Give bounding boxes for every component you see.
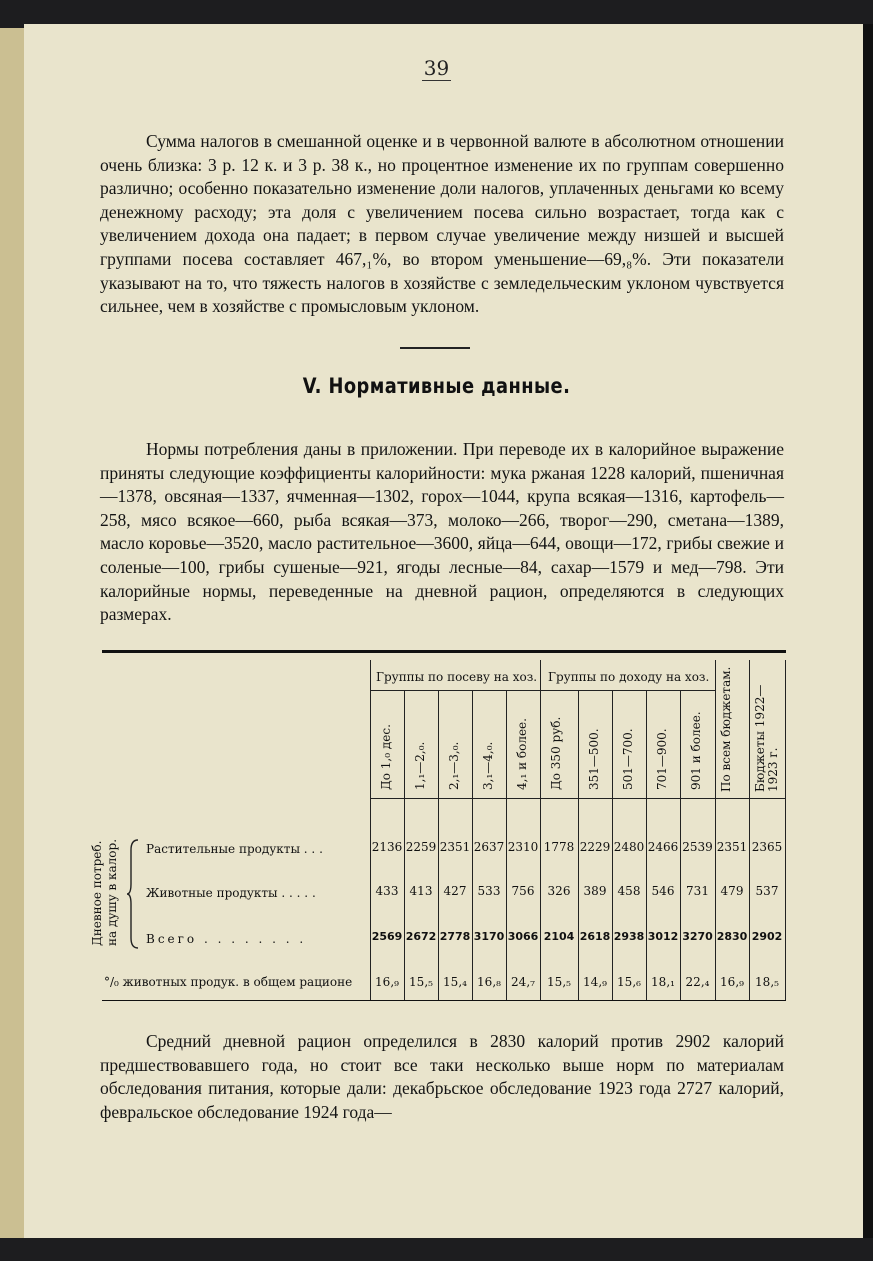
table-cell: 15,₆ [617, 975, 641, 989]
table-cell: 2466 [647, 840, 679, 854]
group-header-rule [370, 690, 715, 691]
table-cell: 15,₄ [443, 975, 467, 989]
table-bottom-rule [102, 1000, 786, 1001]
table-cell: 413 [409, 884, 433, 898]
page-edge [0, 28, 26, 1238]
table-cell: 3066 [507, 930, 539, 943]
table-cell: 2480 [613, 840, 645, 854]
table-cell: 2229 [579, 840, 611, 854]
table-top-rule [102, 650, 786, 653]
table-column-divider [540, 660, 541, 1000]
group-header-income: Группы по доходу на хоз. [548, 670, 710, 684]
table-cell: 731 [686, 884, 709, 898]
table-cell: 16,₈ [477, 975, 501, 989]
column-header: По всем бюджетам. [719, 666, 733, 792]
table-cell: 2365 [751, 840, 783, 854]
table-cell: 15,₅ [547, 975, 571, 989]
column-header: 4,₁ и более. [515, 718, 529, 790]
table-cell: 15,₅ [409, 975, 433, 989]
table-cell: 16,₉ [720, 975, 744, 989]
table-cell: 2902 [751, 930, 783, 943]
table-cell: 2539 [682, 840, 713, 854]
row-brace [126, 838, 140, 950]
column-header: 351—500. [587, 728, 601, 790]
table-cell: 458 [617, 884, 641, 898]
column-header: 3,₁—4,₀. [481, 741, 495, 790]
table-cell: 2259 [405, 840, 437, 854]
table-cell: 3170 [473, 930, 505, 943]
table-cell: 2830 [716, 930, 748, 943]
row-label-plant: Растительные продукты . . . [146, 842, 323, 856]
page-number: 39 [423, 56, 450, 80]
table-cell: 2618 [579, 930, 611, 943]
table-cell: 756 [511, 884, 535, 898]
table-cell: 2351 [716, 840, 748, 854]
table-cell: 22,₄ [685, 975, 710, 989]
side-label: Дневное потреб. на душу в калор. [90, 838, 119, 946]
table-cell: 533 [477, 884, 501, 898]
column-header: 701—900. [655, 728, 669, 790]
table-cell: 2569 [371, 930, 403, 943]
table-cell: 2310 [507, 840, 539, 854]
table-cell: 14,₉ [583, 975, 607, 989]
table-cell: 389 [583, 884, 607, 898]
row-label-animal: Животные продукты . . . . . [146, 886, 316, 900]
table-cell: 24,₇ [511, 975, 535, 989]
table-cell: 18,₅ [755, 975, 779, 989]
table-column-divider [749, 660, 750, 1000]
group-header-sowing: Группы по посеву на хоз. [376, 670, 538, 684]
section-heading: V. Нормативные данные. [302, 374, 571, 398]
table-column-divider [785, 660, 786, 1000]
column-header: Бюджеты 1922—1923 г. [753, 684, 780, 792]
column-header: 2,₁—3,₀. [447, 741, 461, 790]
table-column-divider [715, 660, 716, 1000]
table-cell: 3012 [647, 930, 679, 943]
table-cell: 2136 [371, 840, 403, 854]
table-cell: 479 [720, 884, 744, 898]
column-header: 901 и более. [689, 711, 703, 790]
table-cell: 546 [651, 884, 675, 898]
paragraph-taxes: Сумма налогов в смешанной оценке и в червонной валюте в абсолютном отношении очень близка: 3 р. 12 к. и 3 р. 38 к., но процентное изменение их по группам совершенно различно; особенно показательно изменение доли налогов, уплаченных деньгами ко всему денежному расходу; эта доля с увеличением посева сильно возрастает, тогда как с увеличением дохода она падает; в первом случае увеличение между низшей и высшей группами посева составляет 467,₁%, во втором уменьшение—69,₈%. Эти показатели указывают на то, что тяжесть налогов в хозяйстве с земледельческим уклоном чувствуется сильнее, чем в хозяйстве с промысловым уклоном. [100, 131, 784, 317]
table-cell: 2104 [543, 930, 575, 943]
table-cell: 2778 [439, 930, 471, 943]
table-cell: 16,₉ [375, 975, 399, 989]
table-cell: 2938 [613, 930, 645, 943]
table-cell: 3270 [682, 930, 713, 943]
table-cell: 2351 [439, 840, 471, 854]
section-divider [400, 347, 470, 349]
column-header: До 1,₀ дес. [379, 724, 393, 790]
table-cell: 326 [547, 884, 571, 898]
table-cell: 2672 [405, 930, 437, 943]
column-header: 501—700. [621, 728, 635, 790]
paragraph-ration: Средний дневной рацион определился в 2830 калорий против 2902 калорий предшествовавшего года, но стоит все таки несколько выше норм по материалам обследования питания, которые дали: декабрьское обследование 1923 года 2727 калорий, февральское обследование 1924 года— [100, 1031, 784, 1122]
page-shadow [863, 24, 873, 1238]
row-label-percent: °/₀ животных продук. в общем рационе [104, 975, 353, 989]
table-cell: 427 [443, 884, 467, 898]
column-header: 1,₁—2,₀. [413, 741, 427, 790]
paragraph-norms: Нормы потребления даны в приложении. При переводе их в калорийное выражение приняты следующие коэффициенты калорийности: мука ржаная 1228 калорий, пшеничная—1378, овсяная—1337, ячменная—1302, горох—1044, крупа всякая—1316, картофель—258, мясо всякое—660, рыба всякая—373, молоко—266, творог—290, сметана—1389, масло коровье—3520, масло растительное—3600, яйца—644, овощи—172, грибы свежие и соленые—100, грибы сушеные—921, ягоды лесные—84, сахар—1579 и мед—798. Эти калорийные нормы, переведенные на дневной рацион, определяются в следующих размерах. [100, 439, 784, 625]
table-column-divider [370, 660, 371, 1000]
column-header: До 350 руб. [549, 716, 563, 790]
table-cell: 1778 [543, 840, 575, 854]
table-cell: 433 [375, 884, 399, 898]
table-cell: 2637 [473, 840, 505, 854]
table-cell: 18,₁ [651, 975, 675, 989]
table-cell: 537 [755, 884, 779, 898]
row-label-total: Всего . . . . . . . . [146, 932, 307, 946]
